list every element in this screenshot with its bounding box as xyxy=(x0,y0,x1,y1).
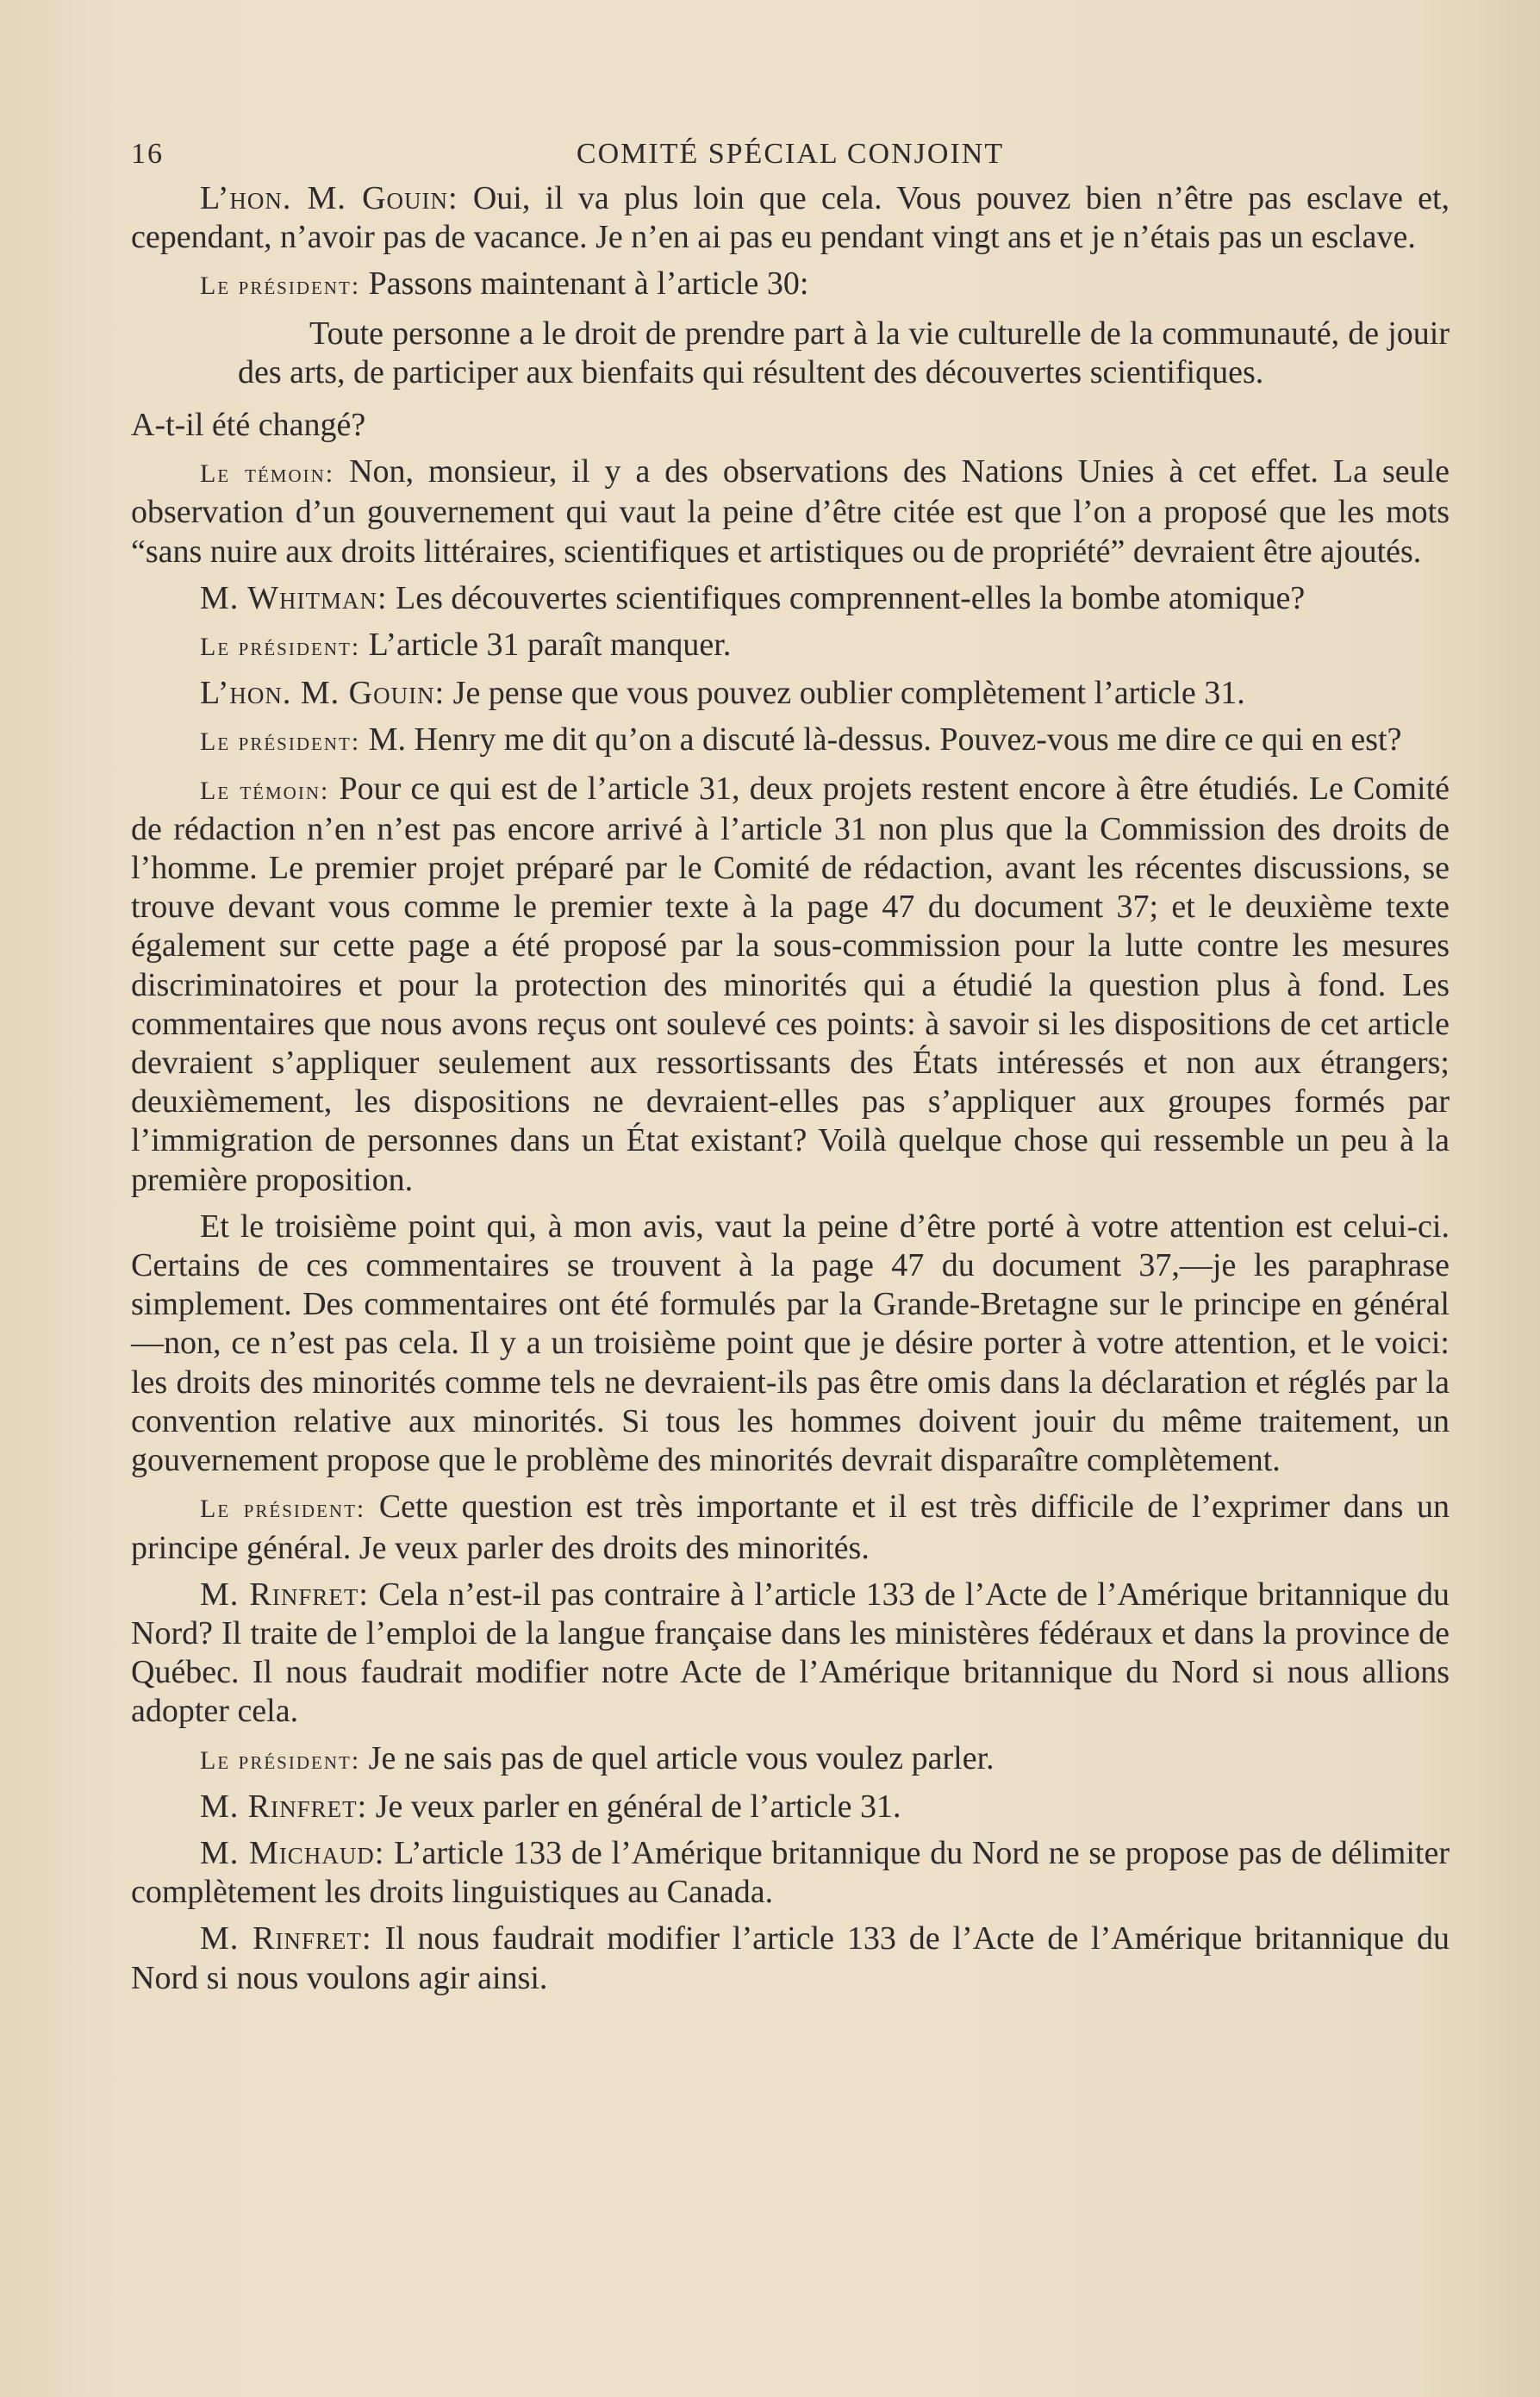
paragraph-text: Je ne sais pas de quel article vous voulez parler. xyxy=(368,1739,994,1776)
running-title: COMITÉ SPÉCIAL CONJOINT xyxy=(576,138,1005,170)
paragraph-text: Pour ce qui est de l’article 31, deux projets restent encore à être étudiés. Le Comité de rédaction n’en n’est pas encore arrivé à l’article 31 non plus que la Commission des droits de l’homme. Le premier projet préparé par le Comité de rédaction, avant les récentes discussions, se trouve devant vous comme le premier texte à la page 47 du document 37; et le deuxième texte également sur cette page a été proposé par la sous-commission pour la lutte contre les mesures discriminatoires et pour la protection des minorités qui a étudié la question plus à fond. Les commentaires que nous avons reçus ont soulevé ces points: à savoir si les dispositions de cet article devraient s’appliquer seulement aux ressortissants des États intéressés et non aux étrangers; deuxièmement, les dispositions ne devraient-elles pas s’appliquer aux groupes formés par l’immigration de personnes dans un État existant? Voilà quelque chose qui ressemble un peu à la première proposition. xyxy=(131,770,1450,1198)
paragraph-text: Cette question est très importante et il est très difficile de l’exprimer dans un principe général. Je veux parler des droits des minorités. xyxy=(131,1489,1450,1566)
speaker: L’hon. M. Gouin: xyxy=(200,675,446,712)
speaker: Le président: xyxy=(200,633,361,662)
speaker: M. Whitman: xyxy=(200,579,388,616)
paragraph-text: Oui, il va plus loin que cela. Vous pouvez bien n’être pas esclave et, cependant, n’avoir pas de vacance. Je n’en ai pas eu pendant vingt ans et je n’étais pas un esclave. xyxy=(131,180,1450,256)
paragraph xyxy=(131,579,1450,618)
paragraph-text: Il nous faudrait modifier l’article 133 de l’Acte de l’Amérique britannique du Nord si nous voulons agir ainsi. xyxy=(131,1920,1450,1996)
speaker: Le président: xyxy=(200,1745,361,1775)
speaker: M. Rinfret: xyxy=(200,1788,368,1825)
speaker: Le président: xyxy=(200,272,361,301)
page-header xyxy=(131,138,1450,181)
paragraph: A-t-il été changé? xyxy=(131,407,366,444)
speaker: M. Michaud: xyxy=(200,1834,385,1871)
paragraph xyxy=(131,179,1450,257)
paragraph xyxy=(131,1739,1450,1780)
paragraph xyxy=(131,453,1450,571)
paragraph xyxy=(131,674,1450,713)
page-number: 16 xyxy=(131,138,164,170)
speaker: Le témoin: xyxy=(200,776,330,805)
paragraph xyxy=(131,770,1450,1200)
speaker: Le témoin: xyxy=(200,459,335,489)
speaker: L’hon. M. Gouin: xyxy=(200,180,458,216)
speaker: M. Rinfret: xyxy=(200,1576,369,1613)
speaker: Le président: xyxy=(200,727,361,757)
paragraph-text: Passons maintenant à l’article 30: xyxy=(368,265,809,303)
paragraph xyxy=(131,1488,1450,1567)
paragraph xyxy=(131,265,1450,305)
paragraph xyxy=(131,1788,1450,1826)
transcript-body xyxy=(131,179,1450,2006)
paragraph-text: L’article 31 paraît manquer. xyxy=(368,627,732,664)
paragraph-text: M. Henry me dit qu’on a discuté là-dessus. Pouvez-vous me dire ce qui en est? xyxy=(368,721,1402,758)
paragraph: Et le troisième point qui, à mon avis, vaut la peine d’être porté à votre attention est celui-ci. Certains de ces commentaires se trouvent à la page 47 du document 37,—je les paraphrase simplement. Des commentaires ont été formulés par la Grande-Bretagne sur le principe en général—non, ce n’est pas cela. Il y a un troisième point que je désire porter à votre attention, et le voici: les droits des minorités comme tels ne devraient-ils pas être omis dans la déclaration et réglés par la convention relative aux minorités. Si tous les hommes doivent jouir du même traitement, un gouvernement propose que le problème des minorités devrait disparaître complètement. xyxy=(131,1208,1450,1479)
paragraph-text: Non, monsieur, il y a des observations des Nations Unies à cet effet. La seule observation d’un gouvernement qui vaut la peine d’être citée est que l’on a proposé que les mots “sans nuire aux droits littéraires, scientifiques et artistiques ou de propriété” devraient être ajoutés. xyxy=(131,453,1450,570)
paragraph xyxy=(131,721,1450,761)
paragraph-text: Cela n’est-il pas contraire à l’article 133 de l’Acte de l’Amérique britannique du Nord? Il traite de l’emploi de la langue française dans les ministères fédéraux et dans la province de Québec. Il nous faudrait modifier notre Acte de l’Amérique britannique du Nord si nous allions adopter cela. xyxy=(131,1576,1450,1730)
paragraph-text: L’article 133 de l’Amérique britannique du Nord ne se propose pas de délimiter complètement les droits linguistiques au Canada. xyxy=(131,1834,1450,1911)
paragraph-text: Les découvertes scientifiques comprennent-elles la bombe atomique? xyxy=(396,579,1306,616)
speaker: Le président: xyxy=(200,1495,366,1524)
paragraph xyxy=(131,1576,1450,1732)
paragraph-text: Je pense que vous pouvez oublier complètement l’article 31. xyxy=(452,675,1245,712)
paragraph xyxy=(131,1919,1450,1997)
paragraph xyxy=(131,626,1450,666)
paragraph-text: Je veux parler en général de l’article 31. xyxy=(375,1788,901,1825)
quoted-article: Toute personne a le droit de prendre part à la vie culturelle de la communauté, de jouir des arts, de participer aux bienfaits qui résultent des découvertes scientifiques. xyxy=(238,315,1450,390)
speaker: M. Rinfret: xyxy=(200,1920,372,1957)
paragraph xyxy=(131,1834,1450,1912)
